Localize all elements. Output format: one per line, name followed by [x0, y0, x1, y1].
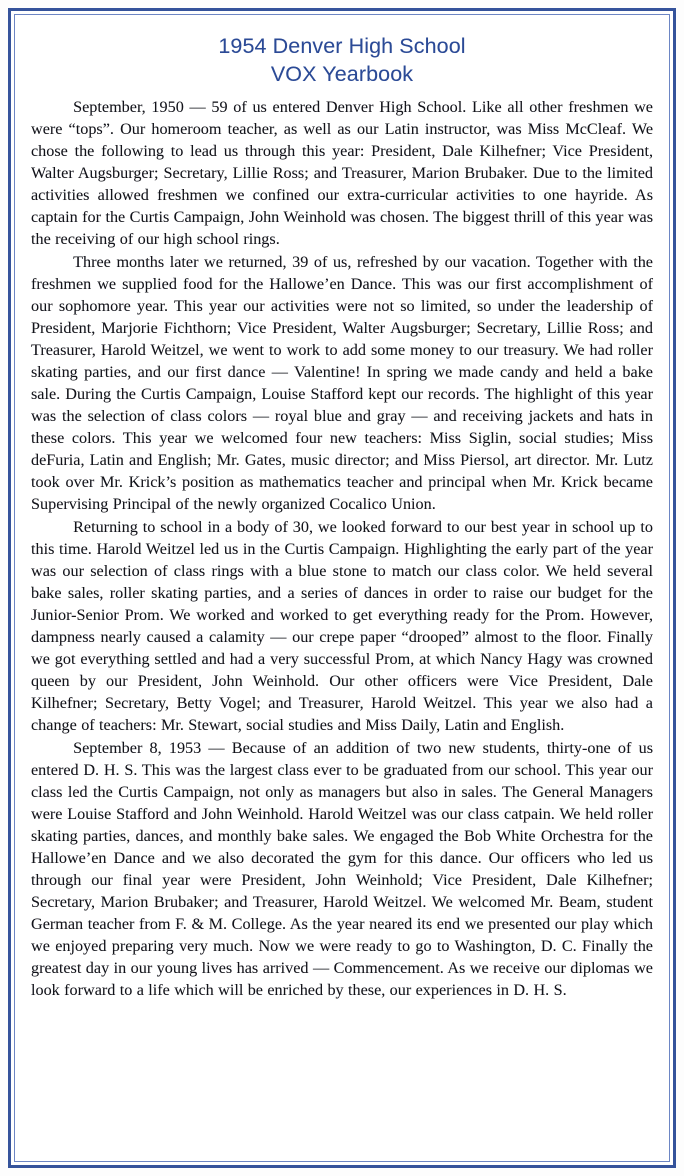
page-content	[25, 23, 659, 1153]
paragraph-senior-year: September 8, 1953 — Because of an addition of two new students, thirty-one of us entered D. H. S. This was the largest class ever to be graduated from our school. This year our class led the Curtis Campaign, not only as managers but also in sales. The General Managers were Louise Stafford and John Weinhold. Harold Weitzel was our class catpain. We held roller skating parties, dances, and monthly bake sales. We engaged the Bob White Orchestra for the Hallowe’en Dance and we also decorated the gym for this dance. Our officers who led us through our final year were President, John Weinhold; Vice President, Dale Kilhefner; Secretary, Marion Brubaker; and Treasurer, Harold Weitzel. We welcomed Mr. Beam, student German teacher from F. & M. College. As the year neared its end we presented our play which we enjoyed preparing very much. Now we were ready to go to Washington, D. C. Finally the greatest day in our young lives has arrived — Commencement. As we receive our diplomas we look forward to a life which will be enriched by these, our experiences in D. H. S.	[31, 739, 653, 999]
title-line-1: 1954 Denver High School	[218, 34, 466, 58]
page-title	[25, 33, 659, 89]
title-line-2: VOX Yearbook	[270, 61, 414, 86]
page-border-outer	[8, 8, 676, 1168]
paragraph-sophomore-year: Three months later we returned, 39 of us, refreshed by our vacation. Together with the freshmen we supplied food for the Hallowe’en Dance. This was our first accomplishment of our sophomore year. This year our activities were not so limited, so under the leadership of President, Marjorie Fichthorn; Vice President, Walter Augsburger; Secretary, Lillie Ross; and Treasurer, Harold Weitzel, we went to work to add some money to our treasury. We had roller skating parties, and our first dance — Valentine! In spring we made candy and held a bake sale. During the Curtis Campaign, Louise Stafford kept our records. The highlight of this year was the selection of class colors — royal blue and gray — and receiving jackets and hats in these colors. This year we welcomed four new teachers: Miss Siglin, social studies; Miss deFuria, Latin and English; Mr. Gates, music director; and Miss Piersol, art director. Mr. Lutz took over Mr. Krick’s position as mathematics teacher and principal when Mr. Krick became Supervising Principal of the newly organized Cocalico Union.	[31, 253, 653, 513]
class-history-text	[25, 97, 659, 1002]
paragraph-junior-year: Returning to school in a body of 30, we looked forward to our best year in school up to this time. Harold Weitzel led us in the Curtis Campaign. Highlighting the early part of the year was our selection of class rings with a blue stone to match our class color. We held several bake sales, roller skating parties, and a series of dances in order to raise our budget for the Junior-Senior Prom. We worked and worked to get everything ready for the Prom. However, dampness nearly caused a calamity — our crepe paper “drooped” almost to the floor. Finally we got everything settled and had a very successful Prom, at which Nancy Hagy was crowned queen by our President, John Weinhold. Our other officers were Vice President, Dale Kilhefner; Secretary, Betty Vogel; and Treasurer, Harold Weitzel. This year we also had a change of teachers: Mr. Stewart, social studies and Miss Daily, Latin and English.	[31, 518, 653, 734]
paragraph-freshman-year: September, 1950 — 59 of us entered Denver High School. Like all other freshmen we were “tops”. Our homeroom teacher, as well as our Latin instructor, was Miss McCleaf. We chose the following to lead us through this year: President, Dale Kilhefner; Vice President, Walter Augsburger; Secretary, Lillie Ross; and Treasurer, Marion Brubaker. Due to the limited activities allowed freshmen we confined our extra-curricular activities to one hayride. As captain for the Curtis Campaign, John Weinhold was chosen. The biggest thrill of this year was the receiving of our high school rings.	[31, 97, 653, 248]
